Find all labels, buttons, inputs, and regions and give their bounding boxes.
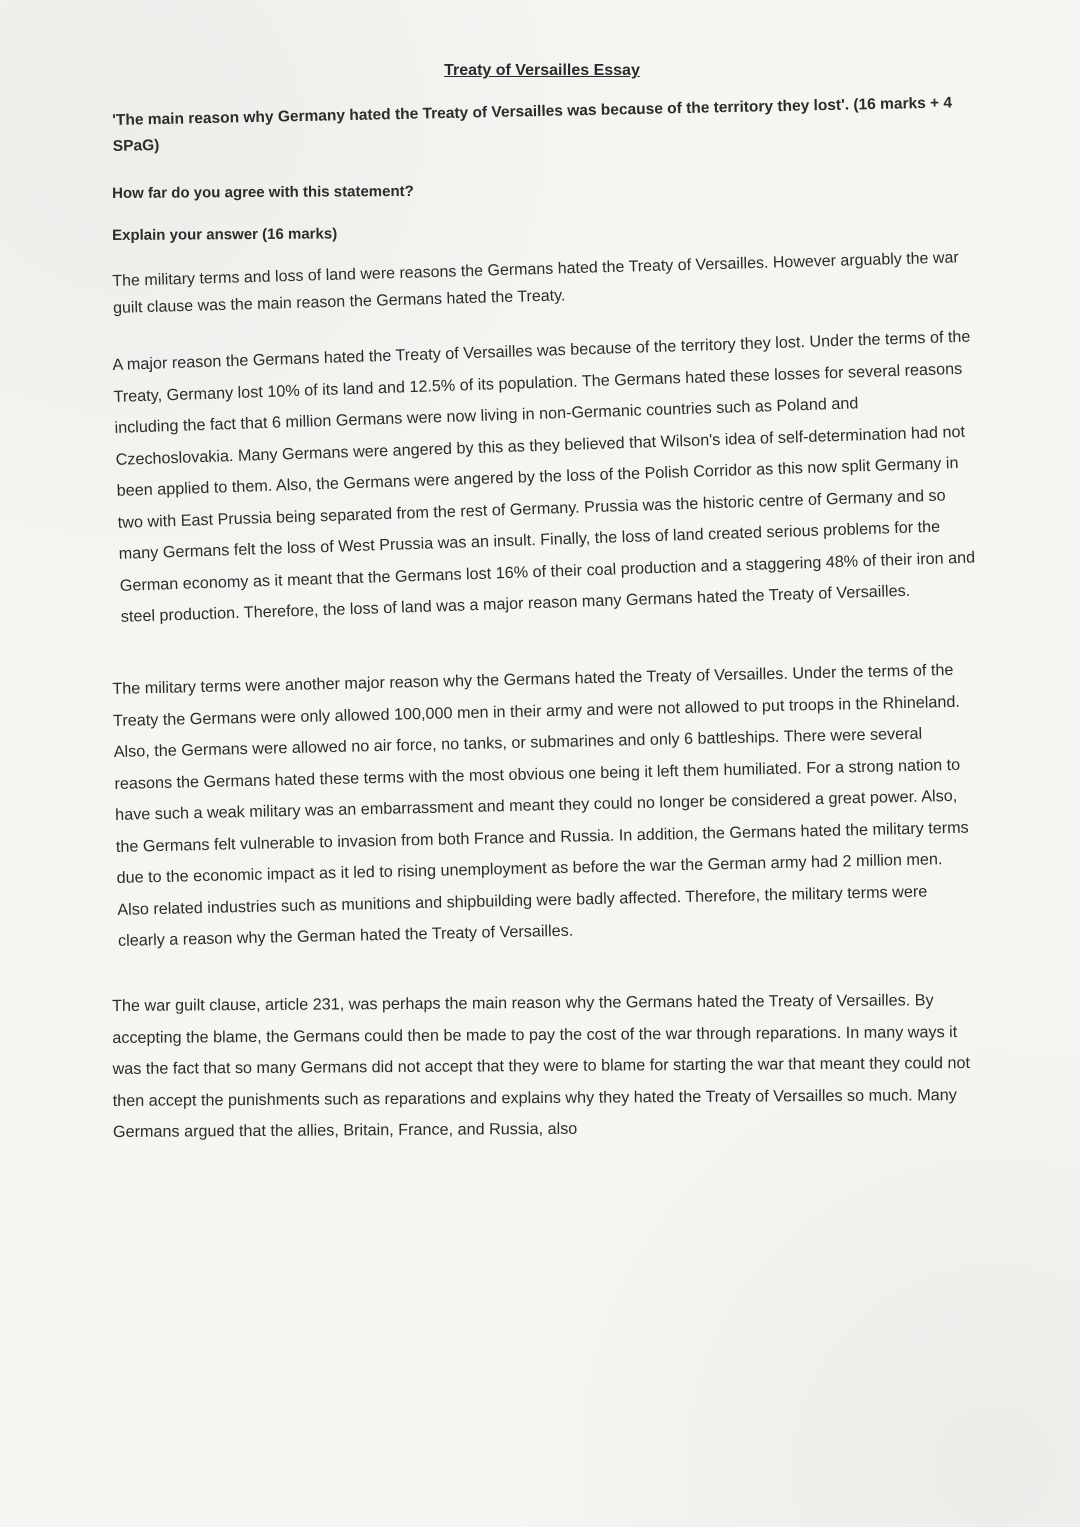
paragraph-war-guilt: The war guilt clause, article 231, was perhaps the main reason why the Germans hated the Treaty of Versailles. By accepting the blame, the Germans could then be made to pay the cost of the war through reparations. In many ways it was the fact that so many Germans did not accept that they were to blame for starting the war that meant they could not then accept the punishments such as reparations and explains why they hated the Treaty of Versailles so much. Many Germans argued that the allies, Britain, France, and Russia, also (112, 991, 971, 1141)
essay-question: How far do you agree with this statement? (112, 182, 414, 202)
paragraph-territory: A major reason the Germans hated the Treaty of Versailles was because of the territory they lost. Under the terms of the Treaty, Germany lost 10% of its land and 12.5% of its population. The Germans hated these losses for several reasons including the fact that 6 million Germans were now living in non-Germanic countries such as Poland and Czechoslovakia. Many Germans were angered by this as they believed that Wilson's idea of self-determination had not been applied to them. Also, the Germans were angered by the loss of the Polish Corridor as this now split Germany in two with East Prussia being separated from the rest of Germany. Prussia was the historic centre of Germany and so many Germans felt the loss of West Prussia was an insult. Finally, the loss of land created serious problems for the German economy as it meant that the Germans lost 16% of their coal production and a staggering 48% of their iron and steel production. Therefore, the loss of land was a major reason many Germans hated the Treaty of Versailles. (112, 327, 976, 626)
essay-body (112, 62, 976, 1167)
paragraph-introduction: The military terms and loss of land were reasons the Germans hated the Treaty of Versailles. However arguably the war guilt clause was the main reason the Germans hated the Treaty. (112, 249, 959, 317)
essay-title: Treaty of Versailles Essay (444, 62, 640, 79)
essay-quote: 'The main reason why Germany hated the Treaty of Versailles was because of the territory they lost'. (16 marks + 4 SPaG) (112, 94, 953, 155)
essay-instruction: Explain your answer (16 marks) (112, 225, 338, 244)
paragraph-military-terms: The military terms were another major reason why the Germans hated the Treaty of Versailles. Under the terms of the Treaty the Germans were only allowed 100,000 men in their army and were not allowed to put troops in the Rhineland. Also, the Germans were allowed no air force, no tanks, or submarines and only 6 battleships. There were several reasons the Germans hated these terms with the most obvious one being it left them humiliated. For a strong nation to have such a weak military was an embarrassment and meant they could no longer be considered a great power. Also, the Germans felt vulnerable to invasion from both France and Russia. In addition, the Germans hated the military terms due to the economic impact as it led to rising unemployment as before the war the German army had 2 million men. Also related industries such as munitions and shipbuilding were badly affected. Therefore, the military terms were clearly a reason why the German hated the Treaty of Versailles. (112, 660, 969, 950)
